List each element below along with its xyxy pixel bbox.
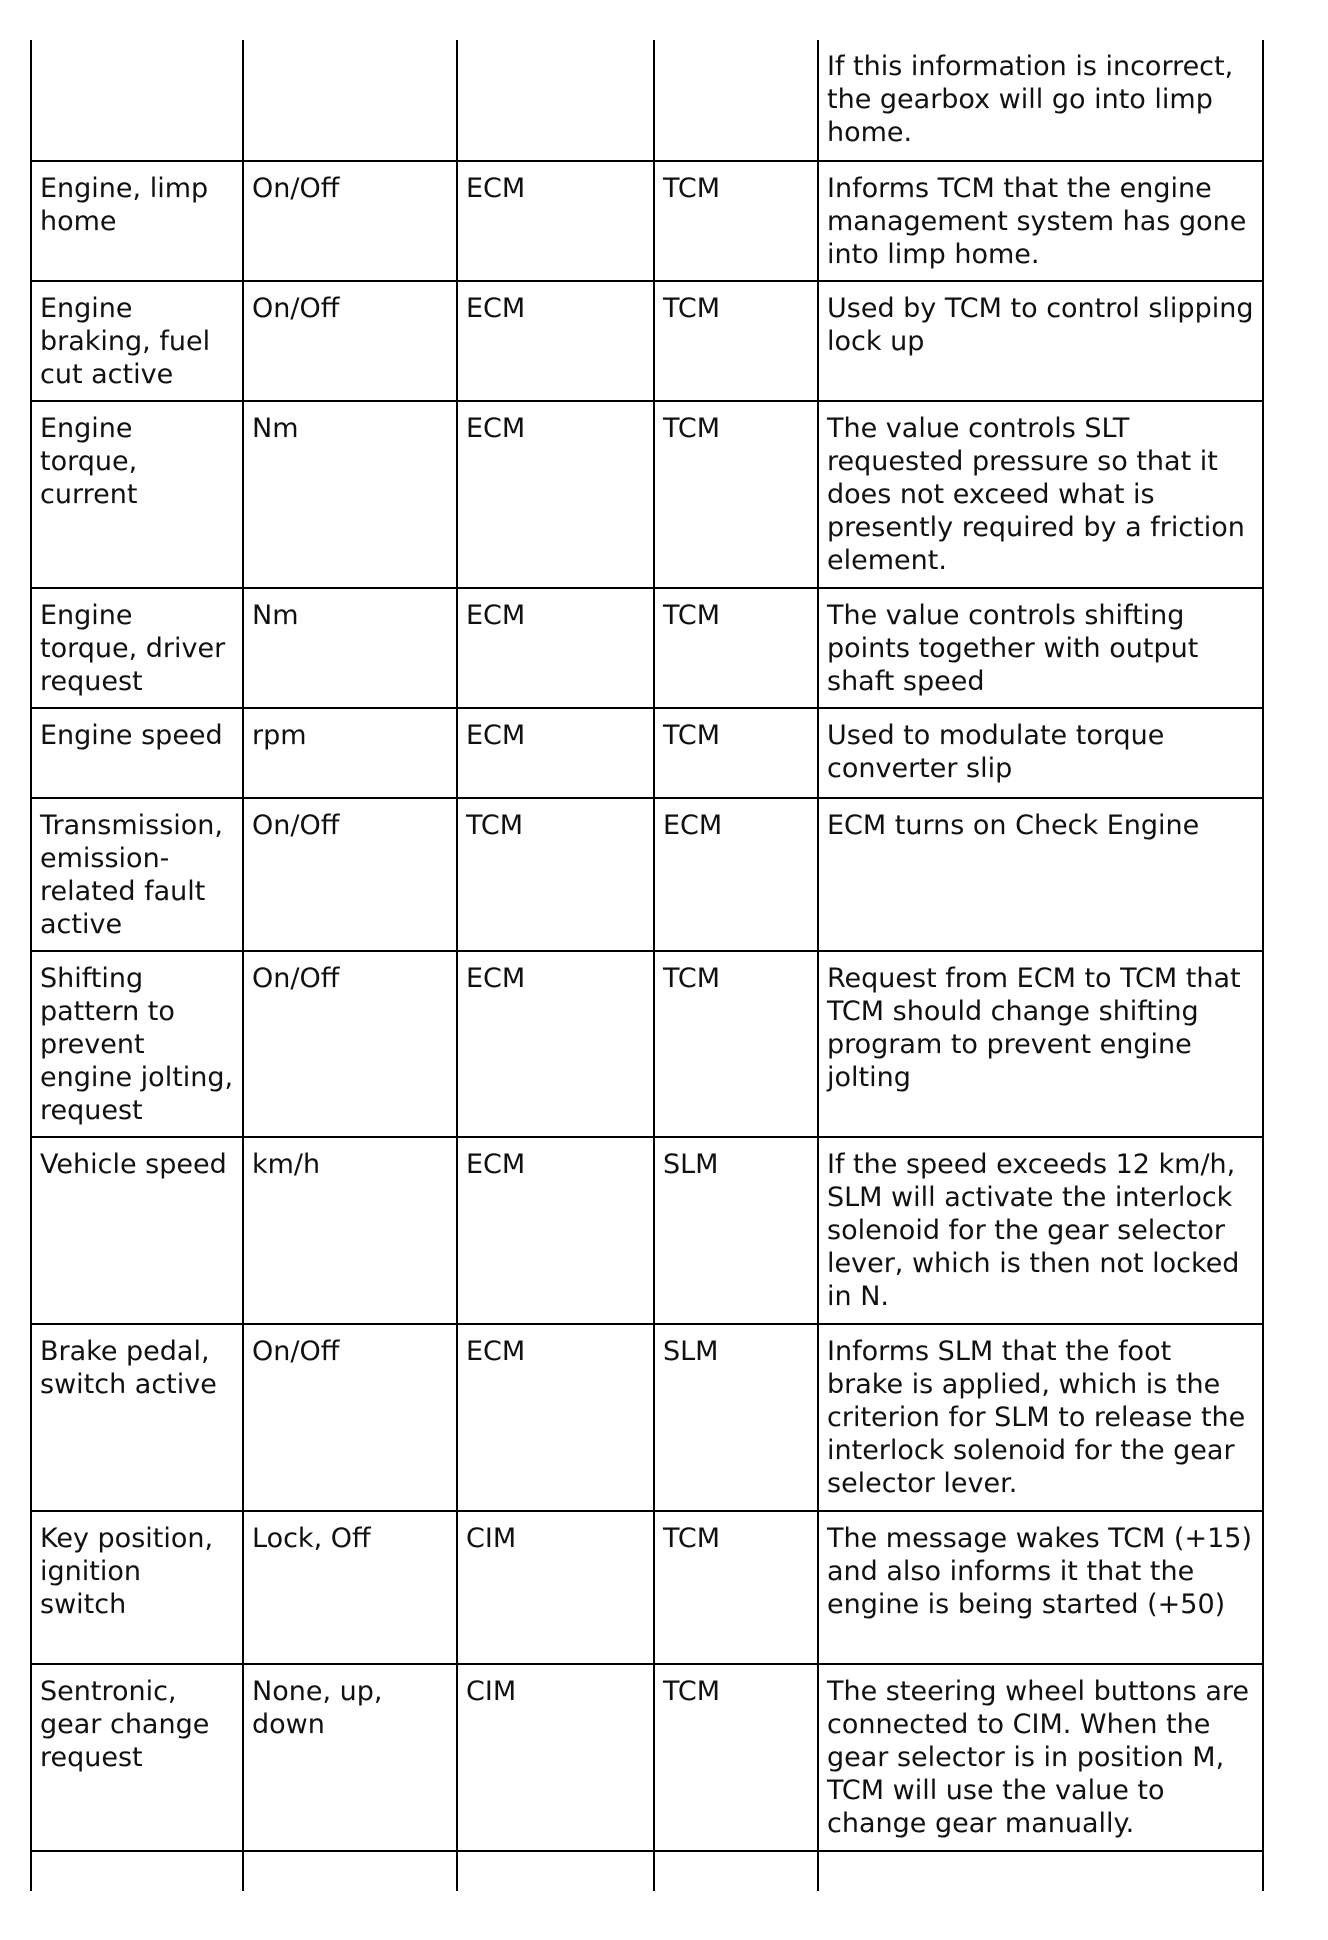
signal-cell: Brake pedal, switch active: [31, 1324, 243, 1511]
table-row: [31, 281, 1263, 401]
receiver-cell: TCM: [654, 588, 818, 708]
document-page: [30, 40, 1262, 1891]
value-cell: km/h: [243, 1137, 457, 1324]
sender-cell: ECM: [457, 401, 654, 588]
receiver-cell: TCM: [654, 1511, 818, 1664]
value-cell: On/Off: [243, 1324, 457, 1511]
description-cell: If the speed exceeds 12 km/h, SLM will activate the interlock solenoid for the gear selector lever, which is then not locked in N.: [818, 1137, 1263, 1324]
signal-cell: Engine speed: [31, 708, 243, 798]
sender-cell: ECM: [457, 708, 654, 798]
sender-cell: ECM: [457, 161, 654, 281]
value-cell: Nm: [243, 588, 457, 708]
receiver-cell: TCM: [654, 1664, 818, 1851]
table-row: [31, 1664, 1263, 1851]
description-cell: [818, 1851, 1263, 1891]
receiver-cell: ECM: [654, 798, 818, 951]
value-cell: rpm: [243, 708, 457, 798]
sender-cell: ECM: [457, 1137, 654, 1324]
table-row: [31, 1511, 1263, 1664]
description-cell: Informs TCM that the engine management system has gone into limp home.: [818, 161, 1263, 281]
table-row: [31, 588, 1263, 708]
sender-cell: ECM: [457, 281, 654, 401]
signal-cell: Vehicle speed: [31, 1137, 243, 1324]
signal-cell: Engine torque, current: [31, 401, 243, 588]
signal-cell: Engine, limp home: [31, 161, 243, 281]
signal-cell: Transmission, emission-related fault active: [31, 798, 243, 951]
signal-cell: Shifting pattern to prevent engine jolting, request: [31, 951, 243, 1137]
value-cell: None, up, down: [243, 1664, 457, 1851]
receiver-cell: SLM: [654, 1324, 818, 1511]
value-cell: Lock, Off: [243, 1511, 457, 1664]
table-row: [31, 1324, 1263, 1511]
description-cell: Informs SLM that the foot brake is applied, which is the criterion for SLM to release the interlock solenoid for the gear selector lever.: [818, 1324, 1263, 1511]
value-cell: [243, 40, 457, 161]
sender-cell: ECM: [457, 588, 654, 708]
receiver-cell: TCM: [654, 708, 818, 798]
signal-cell: Engine braking, fuel cut active: [31, 281, 243, 401]
description-cell: The steering wheel buttons are connected to CIM. When the gear selector is in position M, TCM will use the value to change gear manually.: [818, 1664, 1263, 1851]
table-row-continued: [31, 40, 1263, 161]
sender-cell: [457, 40, 654, 161]
value-cell: On/Off: [243, 951, 457, 1137]
description-cell: ECM turns on Check Engine: [818, 798, 1263, 951]
sender-cell: CIM: [457, 1664, 654, 1851]
signal-cell: [31, 1851, 243, 1891]
value-cell: Nm: [243, 401, 457, 588]
table-row: [31, 708, 1263, 798]
value-cell: On/Off: [243, 798, 457, 951]
table-row: [31, 798, 1263, 951]
receiver-cell: [654, 40, 818, 161]
description-cell: The value controls shifting points together with output shaft speed: [818, 588, 1263, 708]
receiver-cell: TCM: [654, 161, 818, 281]
description-cell: The message wakes TCM (+15) and also informs it that the engine is being started (+50): [818, 1511, 1263, 1664]
signal-cell: Key position, ignition switch: [31, 1511, 243, 1664]
value-cell: On/Off: [243, 161, 457, 281]
table-row-continued: [31, 1851, 1263, 1891]
sender-cell: ECM: [457, 1324, 654, 1511]
receiver-cell: TCM: [654, 281, 818, 401]
table-row: [31, 951, 1263, 1137]
sender-cell: [457, 1851, 654, 1891]
receiver-cell: TCM: [654, 401, 818, 588]
signal-cell: [31, 40, 243, 161]
description-cell: The value controls SLT requested pressure so that it does not exceed what is presently required by a friction element.: [818, 401, 1263, 588]
receiver-cell: SLM: [654, 1137, 818, 1324]
description-cell: If this information is incorrect, the gearbox will go into limp home.: [818, 40, 1263, 161]
signal-cell: Engine torque, driver request: [31, 588, 243, 708]
description-cell: Request from ECM to TCM that TCM should change shifting program to prevent engine jolting: [818, 951, 1263, 1137]
description-cell: Used to modulate torque converter slip: [818, 708, 1263, 798]
table-row: [31, 401, 1263, 588]
value-cell: On/Off: [243, 281, 457, 401]
description-cell: Used by TCM to control slipping lock up: [818, 281, 1263, 401]
receiver-cell: [654, 1851, 818, 1891]
sender-cell: TCM: [457, 798, 654, 951]
signal-cell: Sentronic, gear change request: [31, 1664, 243, 1851]
sender-cell: ECM: [457, 951, 654, 1137]
table-row: [31, 161, 1263, 281]
table-row: [31, 1137, 1263, 1324]
signal-table: [30, 40, 1264, 1891]
receiver-cell: TCM: [654, 951, 818, 1137]
value-cell: [243, 1851, 457, 1891]
sender-cell: CIM: [457, 1511, 654, 1664]
